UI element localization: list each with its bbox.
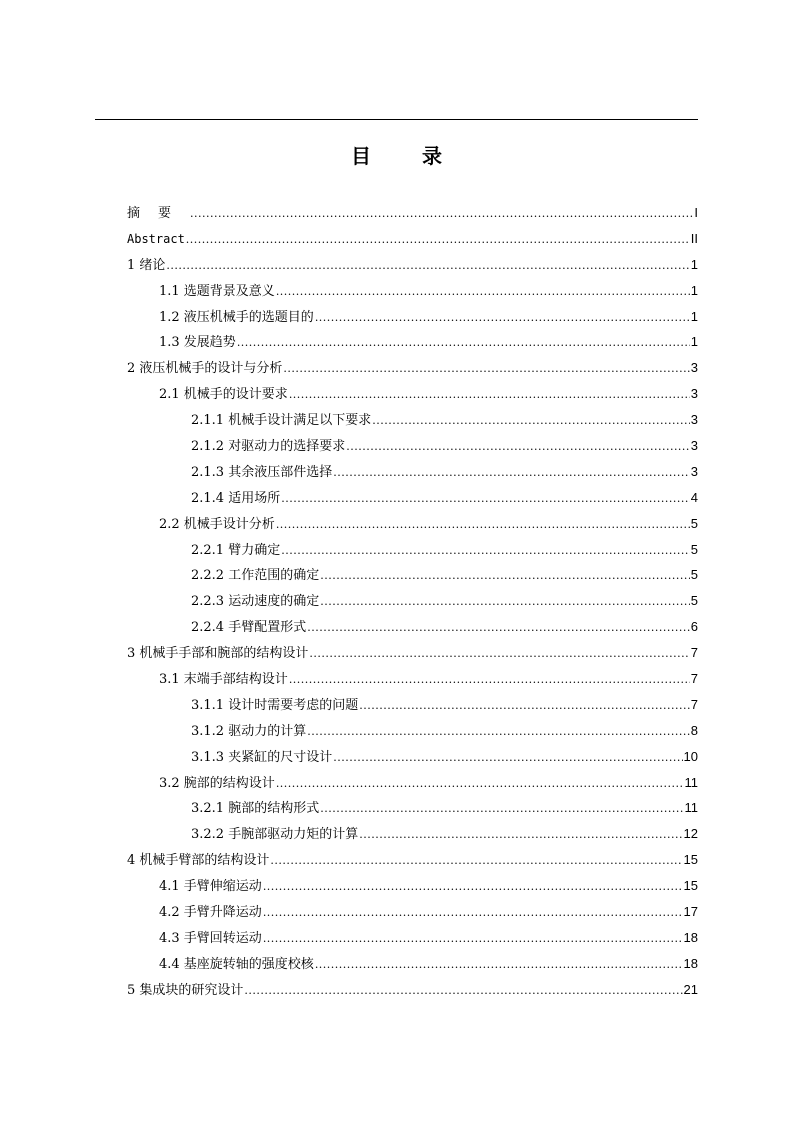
toc-entry[interactable] — [127, 537, 698, 563]
toc-entry-page-number: I — [694, 205, 698, 220]
toc-entry-label: 4.2 手臂升降运动 — [159, 905, 262, 921]
toc-entry-label: 5 集成块的研究设计 — [127, 982, 244, 998]
toc-entry[interactable] — [127, 692, 698, 718]
toc-entry[interactable] — [127, 511, 698, 537]
toc-entry-page-number: 5 — [690, 541, 698, 557]
toc-entry[interactable] — [127, 433, 698, 459]
toc-entry[interactable] — [127, 459, 698, 485]
toc-entry-label: 1.1 选题背景及意义 — [159, 283, 275, 299]
toc-entry[interactable] — [127, 925, 698, 951]
toc-entry-page-number: 7 — [690, 696, 698, 712]
toc-dot-leader — [289, 382, 690, 408]
toc-dot-leader — [276, 771, 684, 797]
toc-entry-page-number: 6 — [690, 619, 698, 635]
toc-dot-leader — [237, 330, 690, 356]
toc-entry-page-number: 18 — [683, 929, 698, 945]
toc-entry-page-number: 11 — [684, 800, 698, 816]
toc-entry[interactable] — [127, 770, 698, 796]
toc-dot-leader — [270, 848, 682, 874]
toc-entry[interactable] — [127, 278, 698, 304]
toc-entry-page-number: 17 — [683, 904, 698, 920]
toc-entry[interactable] — [127, 847, 698, 873]
toc-entry-label: 3.2 腕部的结构设计 — [159, 775, 275, 791]
toc-dot-leader — [307, 615, 690, 641]
toc-entry-label: 4.3 手臂回转运动 — [159, 930, 262, 946]
toc-entry-label: 2.2.4 手臂配置形式 — [191, 620, 307, 636]
toc-entry[interactable] — [127, 718, 698, 744]
toc-entry-page-number: 3 — [690, 412, 698, 428]
toc-entry-label: 2.2 机械手设计分析 — [159, 516, 275, 532]
toc-entry[interactable] — [127, 795, 698, 821]
toc-dot-leader — [276, 279, 690, 305]
toc-entry-page-number: 15 — [683, 852, 698, 868]
toc-entry-label: 3.2.1 腕部的结构形式 — [191, 801, 320, 817]
toc-entry[interactable] — [127, 588, 698, 614]
toc-entry-label: 2.1.4 适用场所 — [191, 490, 281, 506]
toc-dot-leader — [320, 589, 690, 615]
toc-dot-leader — [372, 408, 690, 434]
toc-entry[interactable] — [127, 977, 698, 1003]
toc-entry-label: 2.1.3 其余液压部件选择 — [191, 464, 333, 480]
toc-entry-label: 2.1.1 机械手设计满足以下要求 — [191, 413, 372, 429]
toc-entry-label: 1.3 发展趋势 — [159, 335, 236, 351]
toc-entry-label: 4.1 手臂伸缩运动 — [159, 879, 262, 895]
toc-dot-leader — [263, 926, 683, 952]
toc-entry[interactable] — [127, 614, 698, 640]
toc-entry-page-number: 3 — [690, 438, 698, 454]
toc-dot-leader — [283, 356, 689, 382]
toc-entry-page-number: 1 — [690, 256, 698, 272]
toc-dot-leader — [359, 693, 690, 719]
toc-entry[interactable] — [127, 873, 698, 899]
toc-entry-label: 3 机械手手部和腕部的结构设计 — [127, 646, 309, 662]
toc-entry-page-number: 3 — [690, 463, 698, 479]
toc-entry-page-number: 7 — [690, 671, 698, 687]
toc-entry[interactable] — [127, 485, 698, 511]
toc-dot-leader — [166, 253, 689, 279]
toc-entry[interactable] — [127, 899, 698, 925]
toc-dot-leader — [333, 745, 682, 771]
toc-entry[interactable] — [127, 200, 698, 226]
header-rule — [95, 119, 698, 120]
toc-entry-label: 1.2 液压机械手的选题目的 — [159, 309, 314, 325]
toc-dot-leader — [315, 952, 683, 978]
toc-entry-page-number: 1 — [690, 282, 698, 298]
toc-entry[interactable] — [127, 640, 698, 666]
toc-entry-page-number: 11 — [684, 774, 698, 790]
toc-entry[interactable] — [127, 407, 698, 433]
toc-dot-leader — [281, 486, 690, 512]
toc-entry-page-number: 5 — [690, 593, 698, 609]
toc-entry-label: 3.1.1 设计时需要考虑的问题 — [191, 697, 359, 713]
toc-entry[interactable] — [127, 252, 698, 278]
toc-entry-page-number: 5 — [690, 567, 698, 583]
toc-entry-page-number: 12 — [683, 826, 698, 842]
toc-entry[interactable] — [127, 744, 698, 770]
toc-entry-page-number: 3 — [690, 360, 698, 376]
toc-entry-page-number: 10 — [683, 748, 698, 764]
toc-entry-label: 4 机械手臂部的结构设计 — [127, 853, 270, 869]
toc-dot-leader — [359, 822, 682, 848]
toc-entry-label: 3.1.2 驱动力的计算 — [191, 723, 307, 739]
toc-dot-leader — [309, 641, 689, 667]
toc-dot-leader — [315, 305, 690, 331]
toc-entry-label: 2.2.3 运动速度的确定 — [191, 594, 320, 610]
toc-entry-page-number: 18 — [683, 955, 698, 971]
toc-dot-leader — [263, 900, 683, 926]
toc-dot-leader — [320, 563, 690, 589]
toc-title: 目 录 — [351, 144, 464, 168]
toc-entry-label: 3.1 末端手部结构设计 — [159, 672, 288, 688]
toc-entry-label: 2 液压机械手的设计与分析 — [127, 361, 283, 377]
toc-entry[interactable] — [127, 355, 698, 381]
toc-dot-leader — [263, 874, 683, 900]
toc-entry-label: Abstract — [127, 231, 185, 246]
toc-entry[interactable] — [127, 329, 698, 355]
toc-entry-page-number: 4 — [690, 489, 698, 505]
toc-entry-page-number: 7 — [690, 645, 698, 661]
toc-entry[interactable] — [127, 562, 698, 588]
toc-entry-page-number: II — [690, 230, 698, 246]
toc-dot-leader — [346, 434, 690, 460]
toc-entry[interactable] — [127, 226, 698, 252]
toc-entry-label: 摘要 — [127, 206, 190, 221]
toc-entry[interactable] — [127, 381, 698, 407]
toc-dot-leader — [190, 201, 693, 227]
toc-list — [127, 200, 698, 1003]
toc-entry[interactable] — [127, 666, 698, 692]
toc-entry-page-number: 8 — [690, 722, 698, 738]
toc-dot-leader — [281, 538, 690, 564]
toc-entry-page-number: 1 — [690, 308, 698, 324]
toc-dot-leader — [307, 719, 690, 745]
toc-entry-label: 2.1.2 对驱动力的选择要求 — [191, 439, 346, 455]
toc-entry-page-number: 21 — [683, 981, 698, 997]
toc-entry-label: 2.2.2 工作范围的确定 — [191, 568, 320, 584]
toc-dot-leader — [244, 978, 682, 1004]
toc-entry-label: 1 绪论 — [127, 257, 166, 273]
toc-entry-label: 2.2.1 臂力确定 — [191, 542, 281, 558]
toc-entry-label: 3.2.2 手腕部驱动力矩的计算 — [191, 827, 359, 843]
toc-dot-leader — [333, 460, 690, 486]
toc-entry[interactable] — [127, 951, 698, 977]
toc-dot-leader — [276, 512, 690, 538]
toc-dot-leader — [320, 796, 683, 822]
toc-entry[interactable] — [127, 821, 698, 847]
toc-entry-label: 2.1 机械手的设计要求 — [159, 387, 288, 403]
toc-entry-page-number: 1 — [690, 334, 698, 350]
toc-entry-page-number: 5 — [690, 515, 698, 531]
toc-entry-page-number: 3 — [690, 386, 698, 402]
toc-entry-page-number: 15 — [683, 878, 698, 894]
toc-dot-leader — [289, 667, 690, 693]
toc-entry[interactable] — [127, 304, 698, 330]
toc-entry-label: 4.4 基座旋转轴的强度校核 — [159, 956, 314, 972]
toc-entry-label: 3.1.3 夹紧缸的尺寸设计 — [191, 749, 333, 765]
toc-dot-leader — [186, 227, 690, 253]
